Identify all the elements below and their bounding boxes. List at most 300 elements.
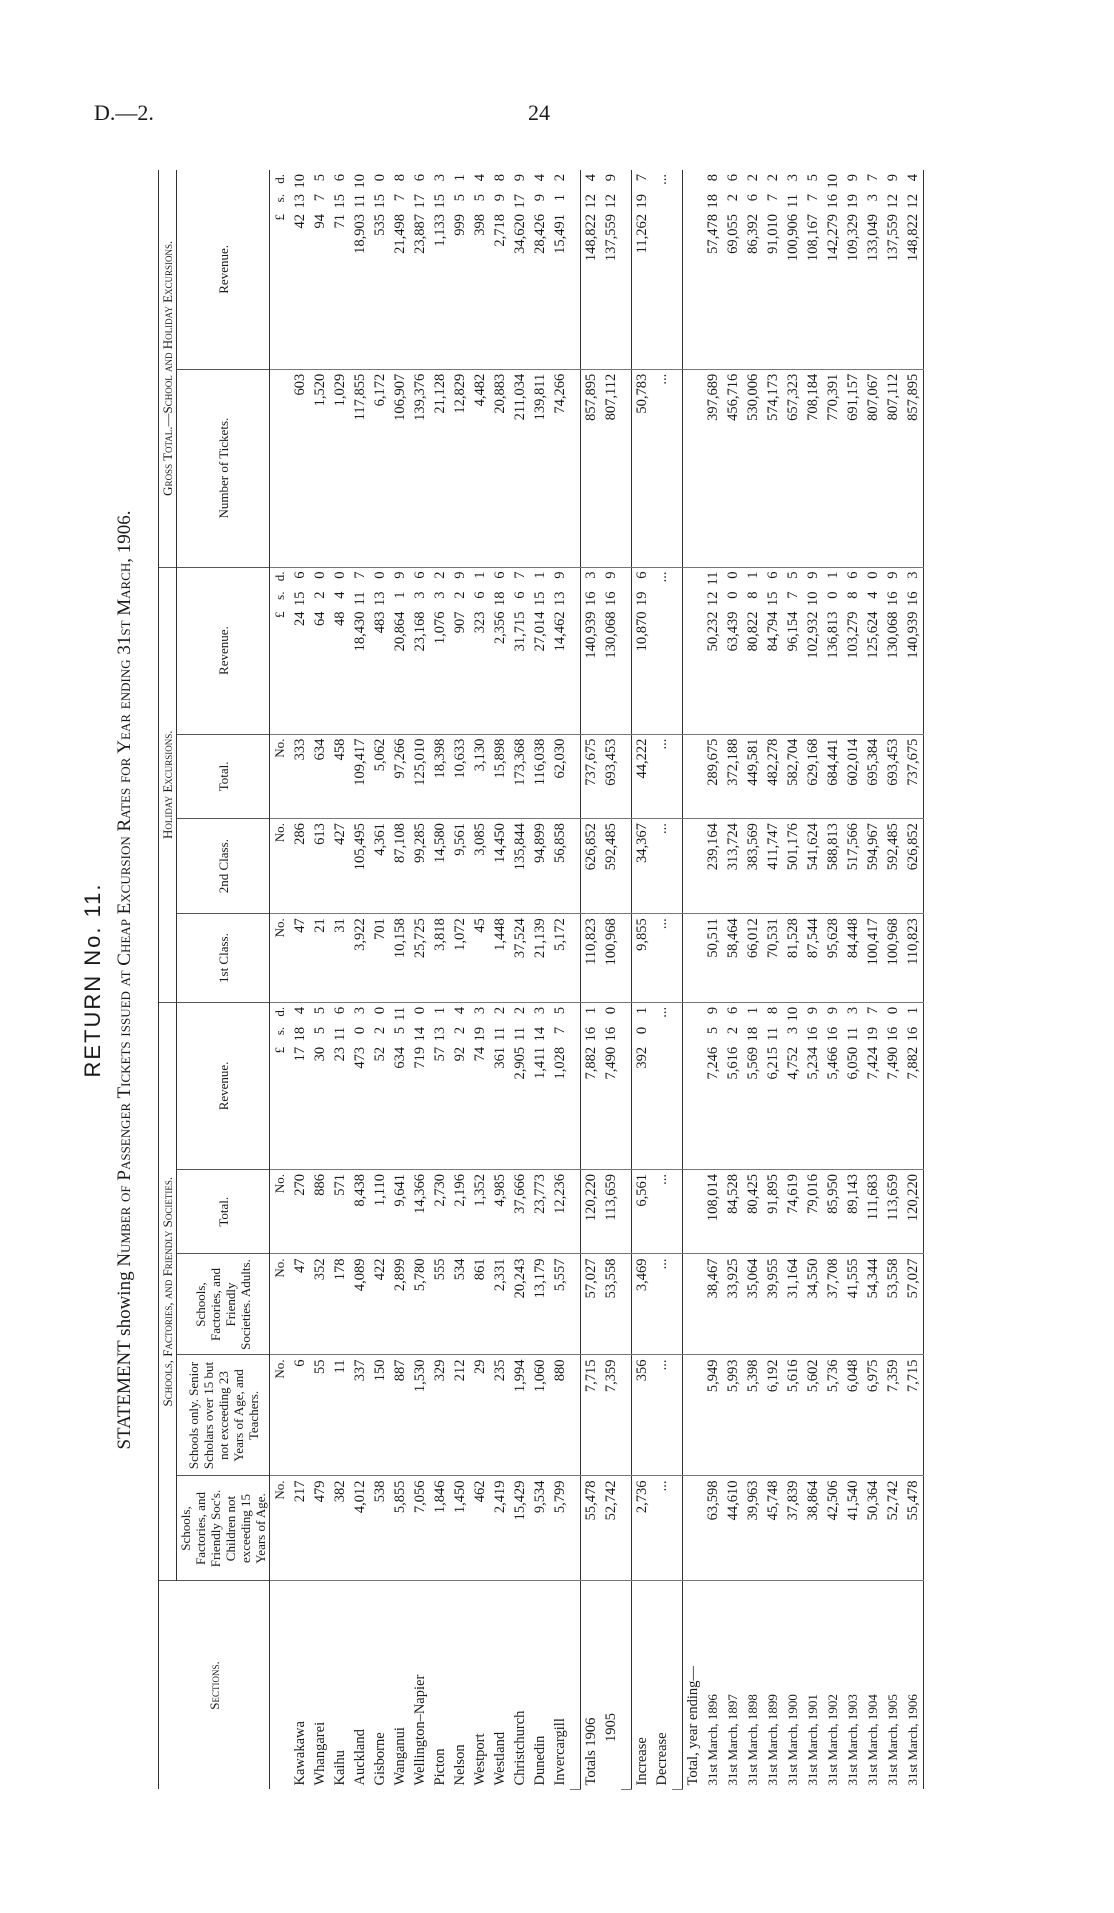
year-row (703, 170, 723, 1790)
holiday-total: 44,222 (632, 734, 653, 819)
pounds: 136,813 (825, 611, 841, 659)
pounds: 142,279 (825, 214, 841, 262)
first-class-count: 10,158 (390, 914, 410, 1003)
adults-count: 57,027 (903, 1254, 924, 1355)
gross-revenue (863, 170, 883, 369)
gross-revenue (330, 170, 350, 369)
pence: 4 (472, 174, 488, 182)
spacer-cell (672, 1581, 683, 1790)
year-name: 31st March, 1902 (825, 1694, 840, 1786)
school-revenue (863, 1002, 883, 1169)
holiday-total: 634 (310, 734, 330, 819)
year-name: 31st March, 1899 (765, 1694, 780, 1786)
pounds: 69,055 (725, 214, 741, 254)
senior-count: 880 (550, 1355, 570, 1476)
senior-count: 7,715 (903, 1355, 924, 1476)
year-name: 31st March, 1903 (845, 1694, 860, 1786)
pounds: 27,014 (532, 611, 548, 652)
first-class-count: 1,448 (490, 914, 510, 1003)
pounds: 1,133 (432, 214, 448, 247)
senior-count: 7,715 (581, 1355, 602, 1476)
pence: 7 (634, 174, 650, 182)
pence: 9 (603, 571, 619, 579)
shillings: 11 (492, 1026, 508, 1041)
shillings: 8 (845, 591, 861, 599)
gross-tickets: 1,520 (310, 369, 330, 567)
year-row (903, 170, 924, 1790)
first-class-count: 110,823 (581, 914, 602, 1003)
holiday-total: 116,038 (530, 734, 550, 819)
empty-cell (683, 567, 704, 734)
pence: 4 (532, 174, 548, 182)
shillings: 3 (865, 194, 881, 202)
pence: 3 (905, 571, 921, 579)
first-class-count: 1,072 (450, 914, 470, 1003)
empty-cell (683, 734, 704, 819)
pence: 0 (725, 571, 741, 579)
table-row (470, 170, 490, 1790)
section-name: Westland (492, 1731, 508, 1786)
pounds: 7,882 (905, 1046, 921, 1080)
year-name: 31st March, 1896 (705, 1694, 720, 1786)
pounds: 10,870 (634, 611, 650, 652)
children-count: 7,056 (410, 1476, 430, 1581)
second-class-count: 14,580 (430, 819, 450, 914)
holiday-revenue (410, 567, 430, 734)
holiday-total: 629,168 (803, 734, 823, 819)
gross-revenue (490, 170, 510, 369)
holiday-revenue (723, 567, 743, 734)
school-revenue (723, 1002, 743, 1169)
second-class-count: 14,450 (490, 819, 510, 914)
pence: 6 (765, 571, 781, 579)
spacer-cell (570, 1002, 581, 1169)
pounds: 2,718 (492, 214, 508, 247)
spacer-cell (621, 1476, 632, 1581)
adults-count: 2,899 (390, 1254, 410, 1355)
spacer-cell (621, 819, 632, 914)
holiday-total: 173,368 (510, 734, 530, 819)
shillings: 18 (745, 1026, 761, 1042)
shillings: 1 (552, 194, 568, 202)
holiday-revenue (350, 567, 370, 734)
first-class-count: 3,818 (430, 914, 450, 1003)
section-name: Westport (472, 1733, 488, 1786)
pence: 5 (805, 174, 821, 182)
senior-count: 356 (632, 1355, 653, 1476)
shillings: 0 (825, 591, 841, 599)
school-total: 120,220 (581, 1170, 602, 1255)
adults-count: 861 (470, 1254, 490, 1355)
pence: 7 (512, 571, 528, 579)
shillings: 7 (785, 591, 801, 599)
second-class-count: 501,176 (783, 819, 803, 914)
shillings: 2 (725, 194, 741, 202)
senior-count: 5,993 (723, 1355, 743, 1476)
second-class-count: 87,108 (390, 819, 410, 914)
totals-label (601, 1581, 621, 1790)
children-count: 1,846 (430, 1476, 450, 1581)
first-class-count: 5,172 (550, 914, 570, 1003)
school-total: 4,985 (490, 1170, 510, 1255)
pence: 7 (352, 571, 368, 579)
school-revenue (843, 1002, 863, 1169)
pounds: 398 (472, 214, 488, 236)
pounds: 28,426 (532, 214, 548, 254)
col-first-class: 1st Class. (177, 914, 270, 1003)
second-class-count: 592,485 (601, 819, 621, 914)
pence: 1 (905, 1006, 921, 1015)
return-title: RETURN No. 11. (80, 882, 105, 1078)
second-class-count: 626,852 (581, 819, 602, 914)
adults-count: 5,780 (410, 1254, 430, 1355)
unit-no: No. (270, 734, 291, 819)
senior-count: 329 (430, 1355, 450, 1476)
first-class-count: 25,725 (410, 914, 430, 1003)
pence: 9 (825, 1006, 841, 1015)
gross-revenue (823, 170, 843, 369)
pence: 6 (634, 571, 650, 579)
totals-word: Totals (583, 1750, 599, 1786)
first-class-count: 100,968 (883, 914, 903, 1003)
holiday-total: 695,384 (863, 734, 883, 819)
holiday-total: 125,010 (410, 734, 430, 819)
year-name: 31st March, 1906 (905, 1694, 920, 1786)
gross-revenue (450, 170, 470, 369)
col-senior: Schools only. Senior Scholars over 15 but not exceeding 23 Years of Age, and Teachers. (177, 1355, 270, 1476)
children-count: 217 (290, 1476, 310, 1581)
adults-count: 33,925 (723, 1254, 743, 1355)
shillings: 0 (725, 591, 741, 599)
section-name: Picton (432, 1748, 448, 1786)
pounds: 57 (432, 1046, 448, 1062)
gross-revenue (310, 170, 330, 369)
pounds: 1,411 (532, 1046, 548, 1079)
pounds: 64 (312, 611, 328, 627)
gross-tickets: 574,173 (763, 369, 783, 567)
shillings: 8 (745, 591, 761, 599)
second-class-count: 286 (290, 819, 310, 914)
spacer-cell (621, 567, 632, 734)
pounds: 31,715 (512, 611, 528, 652)
adults-count: 20,243 (510, 1254, 530, 1355)
shillings: 15 (292, 591, 308, 607)
shillings: 4 (332, 591, 348, 599)
year-row (883, 170, 903, 1790)
pence: 6 (725, 1006, 741, 1015)
decrease-dots: ... (652, 734, 672, 819)
pounds: 18,903 (352, 214, 368, 254)
pence: 10 (785, 1006, 801, 1022)
holiday-revenue (601, 567, 621, 734)
school-total: 85,950 (823, 1170, 843, 1255)
section-name: Dunedin (532, 1735, 548, 1786)
section-name: Wellington–Napier (412, 1674, 428, 1786)
school-total: 8,438 (350, 1170, 370, 1255)
pence: 8 (492, 174, 508, 182)
pence: 4 (452, 1006, 468, 1015)
pence: 1 (825, 571, 841, 579)
first-class-count: 9,855 (632, 914, 653, 1003)
pence: 7 (865, 1006, 881, 1015)
senior-count: 235 (490, 1355, 510, 1476)
table-row (370, 170, 390, 1790)
pence: 0 (372, 571, 388, 579)
pounds: 42 (292, 214, 308, 229)
holiday-revenue (330, 567, 350, 734)
pence: 1 (532, 571, 548, 579)
spacer-cell (621, 369, 632, 567)
decrease-dots: ... (652, 1476, 672, 1581)
shillings: 16 (583, 591, 599, 607)
units-row (270, 170, 291, 1790)
children-count: 37,839 (783, 1476, 803, 1581)
school-revenue (823, 1002, 843, 1169)
holiday-revenue (470, 567, 490, 734)
col-sections: Sections. (159, 1581, 270, 1790)
decrease-dots: ... (652, 1170, 672, 1255)
shillings: 13 (292, 194, 308, 209)
children-count: 55,478 (581, 1476, 602, 1581)
gross-tickets: 50,783 (632, 369, 653, 567)
adults-count: 35,064 (743, 1254, 763, 1355)
pounds: 103,279 (845, 611, 861, 659)
school-revenue (550, 1002, 570, 1169)
second-class-count: 313,724 (723, 819, 743, 914)
holiday-revenue (863, 567, 883, 734)
gross-revenue (430, 170, 450, 369)
second-class-count: 4,361 (370, 819, 390, 914)
gross-revenue (581, 170, 602, 369)
holiday-revenue (290, 567, 310, 734)
senior-count: 887 (390, 1355, 410, 1476)
shillings: 11 (352, 591, 368, 606)
holiday-total: 482,278 (763, 734, 783, 819)
pence: 6 (412, 174, 428, 182)
children-count: 44,610 (723, 1476, 743, 1581)
gross-revenue (723, 170, 743, 369)
holiday-revenue (550, 567, 570, 734)
pounds: 7,882 (583, 1046, 599, 1080)
adults-count: 41,555 (843, 1254, 863, 1355)
pence: 1 (745, 571, 761, 579)
gross-tickets: 657,323 (783, 369, 803, 567)
senior-count: 5,398 (743, 1355, 763, 1476)
holiday-total: 458 (330, 734, 350, 819)
shillings: 16 (905, 1026, 921, 1042)
pence: 1 (472, 571, 488, 579)
spacer-cell (570, 1254, 581, 1355)
holiday-total: 693,453 (601, 734, 621, 819)
holiday-total: 372,188 (723, 734, 743, 819)
pounds: 17 (292, 1046, 308, 1062)
pounds: 6,050 (845, 1046, 861, 1080)
holiday-total: 18,398 (430, 734, 450, 819)
group-schools-header: Schools, Factories, and Friendly Societies. (159, 1002, 177, 1581)
spacer-cell (672, 1355, 683, 1476)
decrease-label: Decrease (654, 1732, 670, 1786)
shillings: 18 (492, 591, 508, 607)
shillings: 6 (745, 194, 761, 202)
pounds: 140,939 (905, 611, 921, 659)
senior-count: 5,602 (803, 1355, 823, 1476)
pounds: 2,356 (492, 611, 508, 645)
school-total: 571 (330, 1170, 350, 1255)
shillings: 5 (312, 1026, 328, 1035)
school-total: 74,619 (783, 1170, 803, 1255)
senior-count: 11 (330, 1355, 350, 1476)
spacer-row (672, 170, 683, 1790)
second-class-count: 613 (310, 819, 330, 914)
school-total: 113,659 (601, 1170, 621, 1255)
pence: 9 (512, 174, 528, 182)
shillings: 0 (634, 1026, 650, 1035)
holiday-total: 3,130 (470, 734, 490, 819)
children-count: 45,748 (763, 1476, 783, 1581)
pounds: 74 (472, 1046, 488, 1062)
unit-no: No. (270, 914, 291, 1003)
adults-count: 13,179 (530, 1254, 550, 1355)
col-holiday-total: Total. (177, 734, 270, 819)
adults-count: 555 (430, 1254, 450, 1355)
pounds: 634 (392, 1046, 408, 1069)
shillings: 3 (432, 591, 448, 599)
gross-tickets: 807,112 (883, 369, 903, 567)
spacer-cell (621, 734, 632, 819)
pounds: 102,932 (805, 611, 821, 659)
year-row (723, 170, 743, 1790)
pounds: 14,462 (552, 611, 568, 652)
school-total: 270 (290, 1170, 310, 1255)
second-class-count: 411,747 (763, 819, 783, 914)
shillings: 7 (552, 1026, 568, 1035)
shillings: 11 (332, 1026, 348, 1041)
pence: 8 (392, 174, 408, 182)
col-holiday-revenue: Revenue. (177, 567, 270, 734)
school-revenue (510, 1002, 530, 1169)
school-total: 1,352 (470, 1170, 490, 1255)
pounds: 5,234 (805, 1046, 821, 1080)
shillings: 6 (512, 591, 528, 599)
adults-count: 4,089 (350, 1254, 370, 1355)
pence: 2 (765, 174, 781, 182)
decrease-dots: ... (652, 170, 672, 369)
school-revenue (530, 1002, 550, 1169)
pence: 2 (552, 174, 568, 182)
first-class-count: 100,417 (863, 914, 883, 1003)
pounds: 133,049 (865, 214, 881, 262)
col-total: Total. (177, 1170, 270, 1255)
shillings: 7 (805, 194, 821, 202)
shillings: 3 (785, 1026, 801, 1035)
first-class-count: 37,524 (510, 914, 530, 1003)
spacer-cell (672, 734, 683, 819)
pence: 0 (885, 1006, 901, 1015)
second-class-count: 383,569 (743, 819, 763, 914)
shillings: 18 (705, 194, 721, 209)
first-class-count: 45 (470, 914, 490, 1003)
second-class-count: 34,367 (632, 819, 653, 914)
spacer-cell (621, 1355, 632, 1476)
section-name: Kaihu (332, 1750, 348, 1786)
pounds: 80,822 (745, 611, 761, 652)
pence: 2 (492, 1006, 508, 1015)
table-row (450, 170, 470, 1790)
unit-no: No. (270, 1170, 291, 1255)
holiday-total: 5,062 (370, 734, 390, 819)
shillings: 15 (372, 194, 388, 209)
school-total: 37,666 (510, 1170, 530, 1255)
totals-year: 1905 (603, 1713, 619, 1742)
pence: 5 (312, 174, 328, 182)
gross-revenue (350, 170, 370, 369)
decrease-dots: ... (652, 369, 672, 567)
school-revenue (470, 1002, 490, 1169)
adults-count: 352 (310, 1254, 330, 1355)
holiday-revenue (530, 567, 550, 734)
senior-count: 1,060 (530, 1355, 550, 1476)
table-row (410, 170, 430, 1790)
pounds: 71 (332, 214, 348, 229)
school-total: 120,220 (903, 1170, 924, 1255)
pence: 9 (885, 571, 901, 579)
senior-count: 337 (350, 1355, 370, 1476)
pounds: 473 (352, 1046, 368, 1069)
shillings: 15 (532, 591, 548, 607)
holiday-revenue (310, 567, 330, 734)
group-holiday-header: Holiday Excursions. (159, 567, 177, 1002)
holiday-revenue (823, 567, 843, 734)
adults-count: 54,344 (863, 1254, 883, 1355)
gross-tickets: 708,184 (803, 369, 823, 567)
gross-tickets: 691,157 (843, 369, 863, 567)
holiday-revenue (430, 567, 450, 734)
return-table (158, 170, 924, 1790)
second-class-count: 135,844 (510, 819, 530, 914)
pence: 3 (583, 571, 599, 579)
school-total: 111,683 (863, 1170, 883, 1255)
pounds: 148,822 (905, 214, 921, 262)
shillings: 17 (512, 194, 528, 209)
shillings: 9 (492, 194, 508, 202)
pounds: 5,466 (825, 1046, 841, 1080)
pounds: 91,010 (765, 214, 781, 254)
pounds: 34,620 (512, 214, 528, 254)
shillings: 12 (905, 194, 921, 209)
pence: 11 (392, 1006, 408, 1021)
pence: 3 (532, 1006, 548, 1015)
first-class-count: 95,628 (823, 914, 843, 1003)
col-adults: Schools, Factories, and Friendly Societies. Adults. (177, 1254, 270, 1355)
pence: 8 (705, 174, 721, 182)
shillings: 15 (332, 194, 348, 209)
first-class-count: 47 (290, 914, 310, 1003)
gross-revenue (290, 170, 310, 369)
first-class-count: 3,922 (350, 914, 370, 1003)
senior-count: 29 (470, 1355, 490, 1476)
first-class-count: 100,968 (601, 914, 621, 1003)
table-row (510, 170, 530, 1790)
shillings: 5 (452, 194, 468, 202)
holiday-revenue (490, 567, 510, 734)
table-row (530, 170, 550, 1790)
shillings: 16 (603, 1026, 619, 1042)
pounds: 57,478 (705, 214, 721, 254)
pence: 9 (885, 174, 901, 182)
unit-pound: £ (272, 1046, 287, 1054)
table-row (550, 170, 570, 1790)
pounds: 5,569 (745, 1046, 761, 1080)
